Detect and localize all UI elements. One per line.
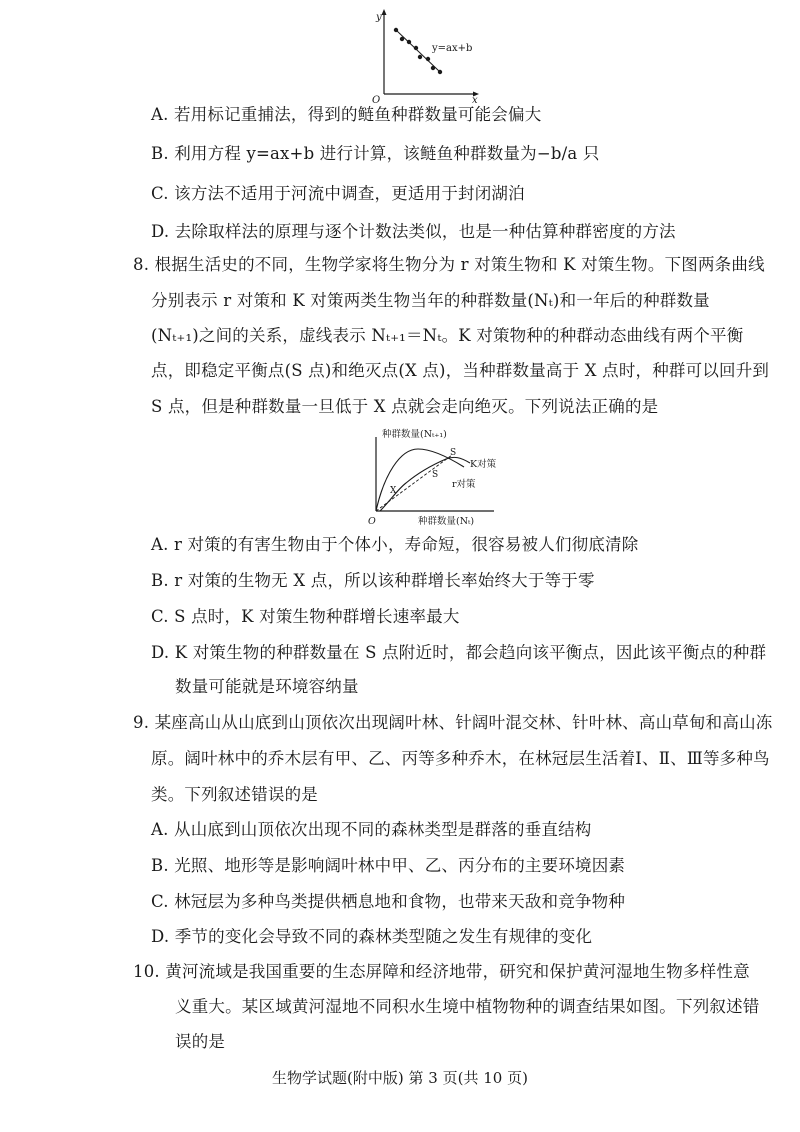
q7-option-b: B. 利用方程 y=ax+b 进行计算，该鲢鱼种群数量为−b/a 只 [151,144,600,163]
x-point-label: X [390,486,397,496]
figure-rk-strategy [360,425,540,530]
q8-option-d-1: D. K 对策生物的种群数量在 S 点附近时，都会趋向该平衡点，因此该平衡点的种群 [151,643,767,662]
q8-option-c: C. S 点时，K 对策生物种群增长速率最大 [151,607,460,626]
q9-option-c: C. 林冠层为多种鸟类提供栖息地和食物，也带来天敌和竞争物种 [151,892,626,911]
figure-regression [362,6,482,106]
q9-option-b: B. 光照、地形等是影响阔叶林中甲、乙、丙分布的主要环境因素 [151,856,626,875]
s-point-label-upper: S [450,448,457,458]
q7-option-d: D. 去除取样法的原理与逐个计数法类似，也是一种估算种群密度的方法 [151,222,676,241]
k-strategy-label: K对策 [470,459,497,470]
r-strategy-label: r对策 [452,479,476,490]
data-point [400,37,404,41]
q9-option-a: A. 从山底到山顶依次出现不同的森林类型是群落的垂直结构 [151,820,592,839]
q8-stem-1: 8. 根据生活史的不同，生物学家将生物分为 r 对策生物和 K 对策生物。下图两条曲线 [133,255,765,274]
y-axis-label: y [376,12,382,23]
q10-stem-3: 误的是 [175,1032,226,1051]
q8-option-a: A. r 对策的有害生物由于个体小，寿命短，很容易被人们彻底清除 [151,535,639,554]
origin-label: O [372,95,381,106]
data-point [438,70,442,74]
q8-stem-2: 分别表示 r 对策和 K 对策两类生物当年的种群数量(Nₜ)和一年后的种群数量 [151,291,710,310]
q7-option-a: A. 若用标记重捕法，得到的鲢鱼种群数量可能会偏大 [151,105,542,124]
data-point [431,66,435,70]
data-point [426,57,430,61]
x-axis-label: 种群数量(Nₜ) [418,516,475,527]
q8-stem-5: S 点，但是种群数量一旦低于 X 点就会走向绝灭。下列说法正确的是 [151,397,659,416]
y-axis-arrow [382,9,387,15]
s-point-label: S [432,470,439,480]
q9-stem-1: 9. 某座高山从山底到山顶依次出现阔叶林、针阔叶混交林、针叶林、高山草甸和高山冻 [133,713,773,732]
y-axis-label: 种群数量(Nₜ₊₁) [382,429,447,440]
data-point [394,28,398,32]
origin-label: O [368,516,376,527]
data-point [418,55,422,59]
q8-stem-3: (Nₜ₊₁)之间的关系，虚线表示 Nₜ₊₁＝Nₜ。K 对策物种的种群动态曲线有两个平衡 [151,326,744,345]
q10-stem-2: 义重大。某区域黄河湿地不同积水生境中植物物种的调查结果如图。下列叙述错 [175,997,760,1016]
q9-stem-3: 类。下列叙述错误的是 [151,785,318,804]
equation-label: y=ax+b [432,43,473,54]
data-point [414,46,418,50]
q8-stem-4: 点，即稳定平衡点(S 点)和绝灭点(X 点)，当种群数量高于 X 点时，种群可以回升到 [151,361,770,380]
q8-option-d-2: 数量可能就是环境容纳量 [175,677,359,696]
q9-stem-2: 原。阔叶林中的乔木层有甲、乙、丙等多种乔木，在林冠层生活着Ⅰ、Ⅱ、Ⅲ等多种鸟 [151,749,770,768]
q9-option-d: D. 季节的变化会导致不同的森林类型随之发生有规律的变化 [151,927,593,946]
data-point [407,40,411,44]
page-footer: 生物学试题(附中版) 第 3 页(共 10 页) [272,1069,528,1087]
q10-stem-1: 10. 黄河流域是我国重要的生态屏障和经济地带，研究和保护黄河湿地生物多样性意 [133,962,750,981]
x-axis-label: x [472,95,478,106]
q8-option-b: B. r 对策的生物无 X 点，所以该种群增长率始终大于等于零 [151,571,595,590]
q7-option-c: C. 该方法不适用于河流中调查，更适用于封闭湖泊 [151,184,525,203]
